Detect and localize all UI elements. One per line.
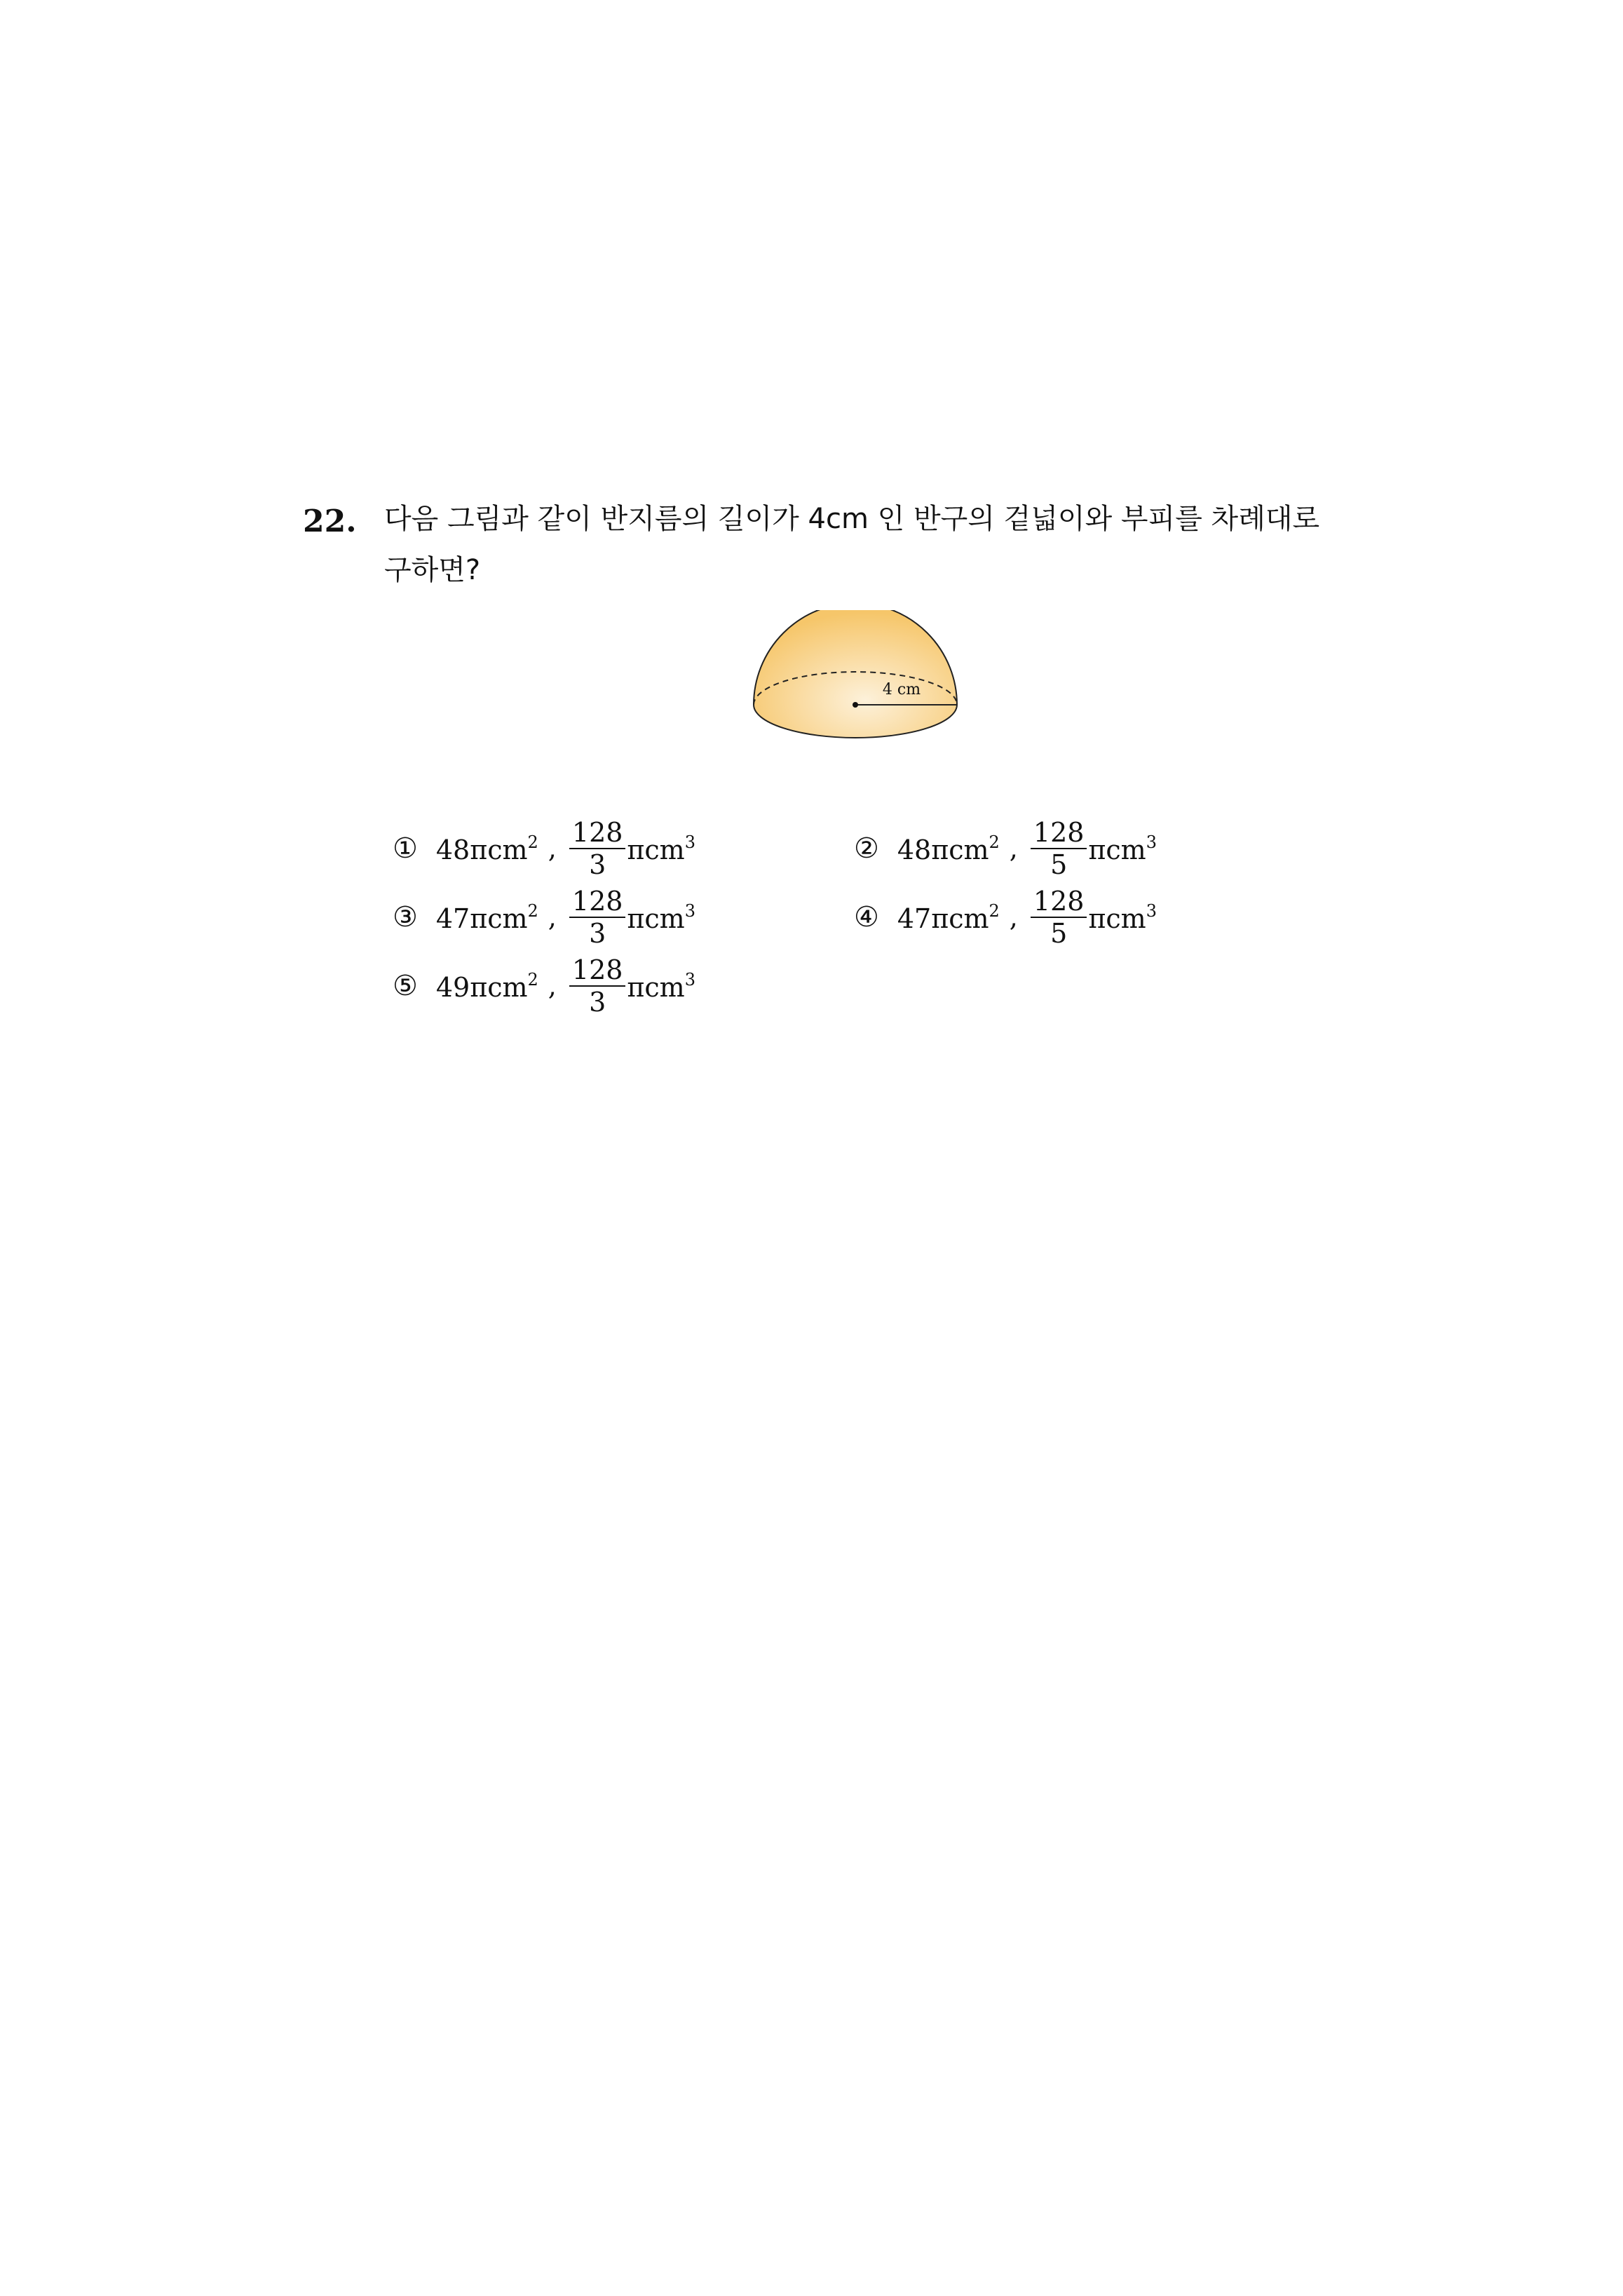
volume-fraction: $\frac{128}{3}$: [569, 954, 626, 1018]
volume-unit: πcm$^3$: [627, 969, 695, 1003]
choice-number: ④: [854, 901, 879, 933]
choice-1[interactable]: [393, 813, 695, 884]
volume-unit: πcm$^3$: [1088, 900, 1157, 934]
choice-4[interactable]: [854, 882, 1157, 952]
radius-label: 4 cm: [882, 681, 921, 698]
choice-5[interactable]: [393, 951, 695, 1021]
separator: ,: [1009, 833, 1018, 864]
hemisphere-figure: [743, 610, 967, 764]
choice-number: ②: [854, 832, 879, 865]
separator: ,: [1009, 902, 1018, 933]
surface-area: 47πcm$^2$: [897, 900, 1000, 934]
choice-2[interactable]: [854, 813, 1157, 884]
surface-area: 48πcm$^2$: [897, 832, 1000, 865]
question-number: 22.: [303, 504, 357, 539]
surface-area: 47πcm$^2$: [435, 900, 538, 934]
surface-area: 48πcm$^2$: [435, 832, 538, 865]
volume-unit: πcm$^3$: [627, 832, 695, 865]
volume-fraction: $\frac{128}{3}$: [569, 886, 626, 949]
choice-number: ⑤: [393, 970, 418, 1002]
hemisphere-body: [754, 610, 957, 738]
separator: ,: [548, 902, 557, 933]
volume-unit: πcm$^3$: [1088, 832, 1157, 865]
volume-fraction: $\frac{128}{3}$: [569, 817, 626, 880]
volume-unit: πcm$^3$: [627, 900, 695, 934]
choice-number: ③: [393, 901, 418, 933]
separator: ,: [548, 833, 557, 864]
volume-fraction: $\frac{128}{5}$: [1031, 886, 1087, 949]
choice-3[interactable]: [393, 882, 695, 952]
surface-area: 49πcm$^2$: [435, 969, 538, 1003]
volume-fraction: $\frac{128}{5}$: [1031, 817, 1087, 880]
center-point: [853, 702, 858, 708]
choice-number: ①: [393, 832, 418, 865]
question-text-line-2: 구하면?: [384, 554, 481, 586]
question-text-line-1: 다음 그림과 같이 반지름의 길이가 4cm 인 반구의 겉넓이와 부피를 차례대로: [384, 503, 1320, 535]
separator: ,: [548, 971, 557, 1001]
